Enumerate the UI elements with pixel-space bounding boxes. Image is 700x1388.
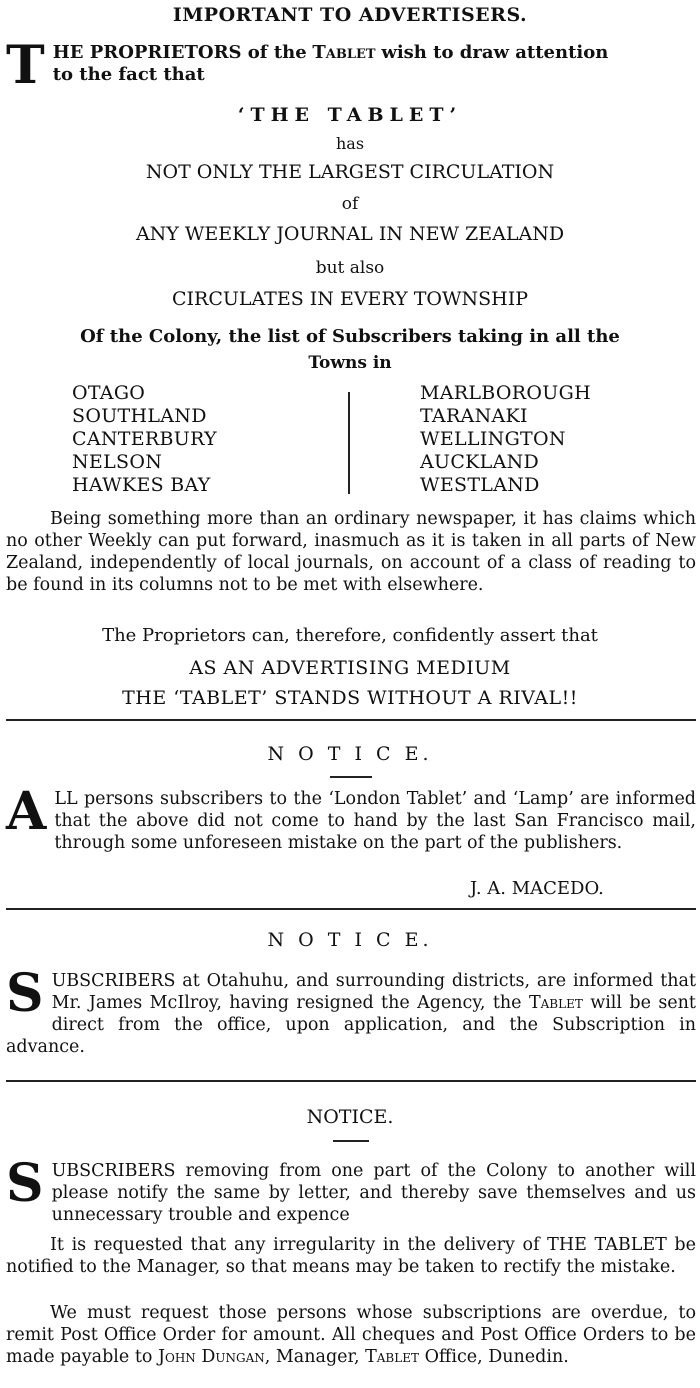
notice1-text: LL persons subscribers to the ‘London Tablet’ and ‘Lamp’ are informed that the above did not come to hand by the last San Francisco mail, through some unforeseen mistake on the part of the publishers. bbox=[54, 789, 696, 853]
has-text: has bbox=[335, 134, 365, 153]
towns-divider bbox=[348, 392, 350, 494]
notice3-text3 bbox=[6, 1302, 696, 1368]
advertising-medium: AS AN ADVERTISING MEDIUM bbox=[189, 657, 511, 679]
colony-line: Of the Colony, the list of Subscribers taking in all the bbox=[80, 326, 620, 347]
advertisers-intro-line2: to the fact that bbox=[52, 64, 205, 85]
town-item: HAWKES BAY bbox=[72, 474, 211, 496]
town-item: NELSON bbox=[72, 451, 163, 473]
section-rule bbox=[6, 719, 696, 721]
towns-right-column bbox=[420, 382, 591, 497]
notice3-text2: It is requested that any irregularity in the delivery of THE TABLET be notified to the Manager, so that means may be taken to rectify the mistake. bbox=[6, 1235, 696, 1277]
section-rule bbox=[6, 908, 696, 910]
towns-list bbox=[0, 382, 700, 498]
notice3-dropcap: S bbox=[6, 1153, 44, 1214]
towns-in: Towns in bbox=[308, 353, 392, 373]
town-item: OTAGO bbox=[72, 382, 146, 404]
notice2-title: N O T I C E. bbox=[267, 929, 433, 951]
advertisers-intro-text: HE PROPRIETORS of the bbox=[52, 42, 307, 63]
notice2-text-paper: Tablet bbox=[528, 993, 583, 1013]
notice1-title: N O T I C E. bbox=[267, 743, 433, 765]
notice3-title: NOTICE. bbox=[306, 1106, 394, 1128]
notice3-text3-a: We must request those persons whose subscriptions are overdue, to remit Post Office Order for amount. All cheques and Post Office Orders to be made payable to bbox=[6, 1303, 696, 1367]
notice3-body bbox=[6, 1153, 696, 1226]
town-item: CANTERBURY bbox=[72, 428, 217, 450]
advertisers-intro-paper: Tablet bbox=[312, 42, 376, 63]
circulates-township: CIRCULATES IN EVERY TOWNSHIP bbox=[171, 288, 528, 310]
town-item: AUCKLAND bbox=[420, 451, 540, 473]
notice3-text3-paper: Tablet bbox=[365, 1347, 419, 1367]
paper-name: ‘THE TABLET’ bbox=[237, 104, 463, 126]
advertisers-dropcap: T bbox=[6, 35, 45, 96]
notice2-body bbox=[6, 963, 696, 1058]
notice3-title-rule bbox=[333, 1140, 369, 1142]
proprietors-line: The Proprietors can, therefore, confidently assert that bbox=[102, 625, 598, 646]
any-weekly-journal: ANY WEEKLY JOURNAL IN NEW ZEALAND bbox=[135, 223, 565, 245]
town-item: SOUTHLAND bbox=[72, 405, 207, 427]
notice1-signature: J. A. MACEDO. bbox=[470, 878, 604, 899]
notice1-body bbox=[6, 781, 696, 854]
town-item: MARLBOROUGH bbox=[420, 382, 591, 404]
notice3-text3-b: , Manager, bbox=[264, 1347, 360, 1367]
being-paragraph: Being something more than an ordinary newspaper, it has claims which no other Weekly can put forward, inasmuch as it is taken in all parts of New Zealand, independently of local journals, on account of a class of reading to be found in its columns not to be met with elsewhere. bbox=[6, 509, 696, 595]
section-rule bbox=[6, 1080, 696, 1082]
towns-left-column bbox=[72, 382, 217, 497]
but-also-text: but also bbox=[315, 258, 385, 278]
advertisers-intro bbox=[6, 35, 696, 96]
notice2-text-a: UBSCRIBERS at Otahuhu, and surrounding districts, are informed that Mr. James McIlroy, having resigned the Agency, the bbox=[51, 971, 696, 1013]
of-text: of bbox=[341, 194, 359, 214]
town-item: TARANAKI bbox=[420, 405, 528, 427]
notice2-text-b: will be sent direct from the office, upon application, and the Subscription in advance. bbox=[6, 993, 696, 1057]
notice3-text3-name: John Dungan bbox=[157, 1347, 265, 1367]
town-item: WESTLAND bbox=[420, 474, 540, 496]
notice1-dropcap: A bbox=[6, 781, 47, 842]
town-item: WELLINGTON bbox=[420, 428, 566, 450]
without-rival: THE ‘TABLET’ STANDS WITHOUT A RIVAL!! bbox=[122, 687, 578, 709]
notice2-dropcap: S bbox=[6, 963, 44, 1024]
largest-circulation: NOT ONLY THE LARGEST CIRCULATION bbox=[145, 161, 555, 183]
notice3-text1: UBSCRIBERS removing from one part of the Colony to another will please notify the same by letter, and thereby save themselves and us unnecessary trouble and expence bbox=[51, 1161, 696, 1225]
advertisers-title: IMPORTANT TO ADVERTISERS. bbox=[172, 4, 528, 26]
notice3-text3-c: Office, Dunedin. bbox=[424, 1347, 569, 1367]
notice1-title-rule bbox=[330, 776, 372, 778]
advertisers-intro-tail: wish to draw attention bbox=[381, 42, 609, 63]
